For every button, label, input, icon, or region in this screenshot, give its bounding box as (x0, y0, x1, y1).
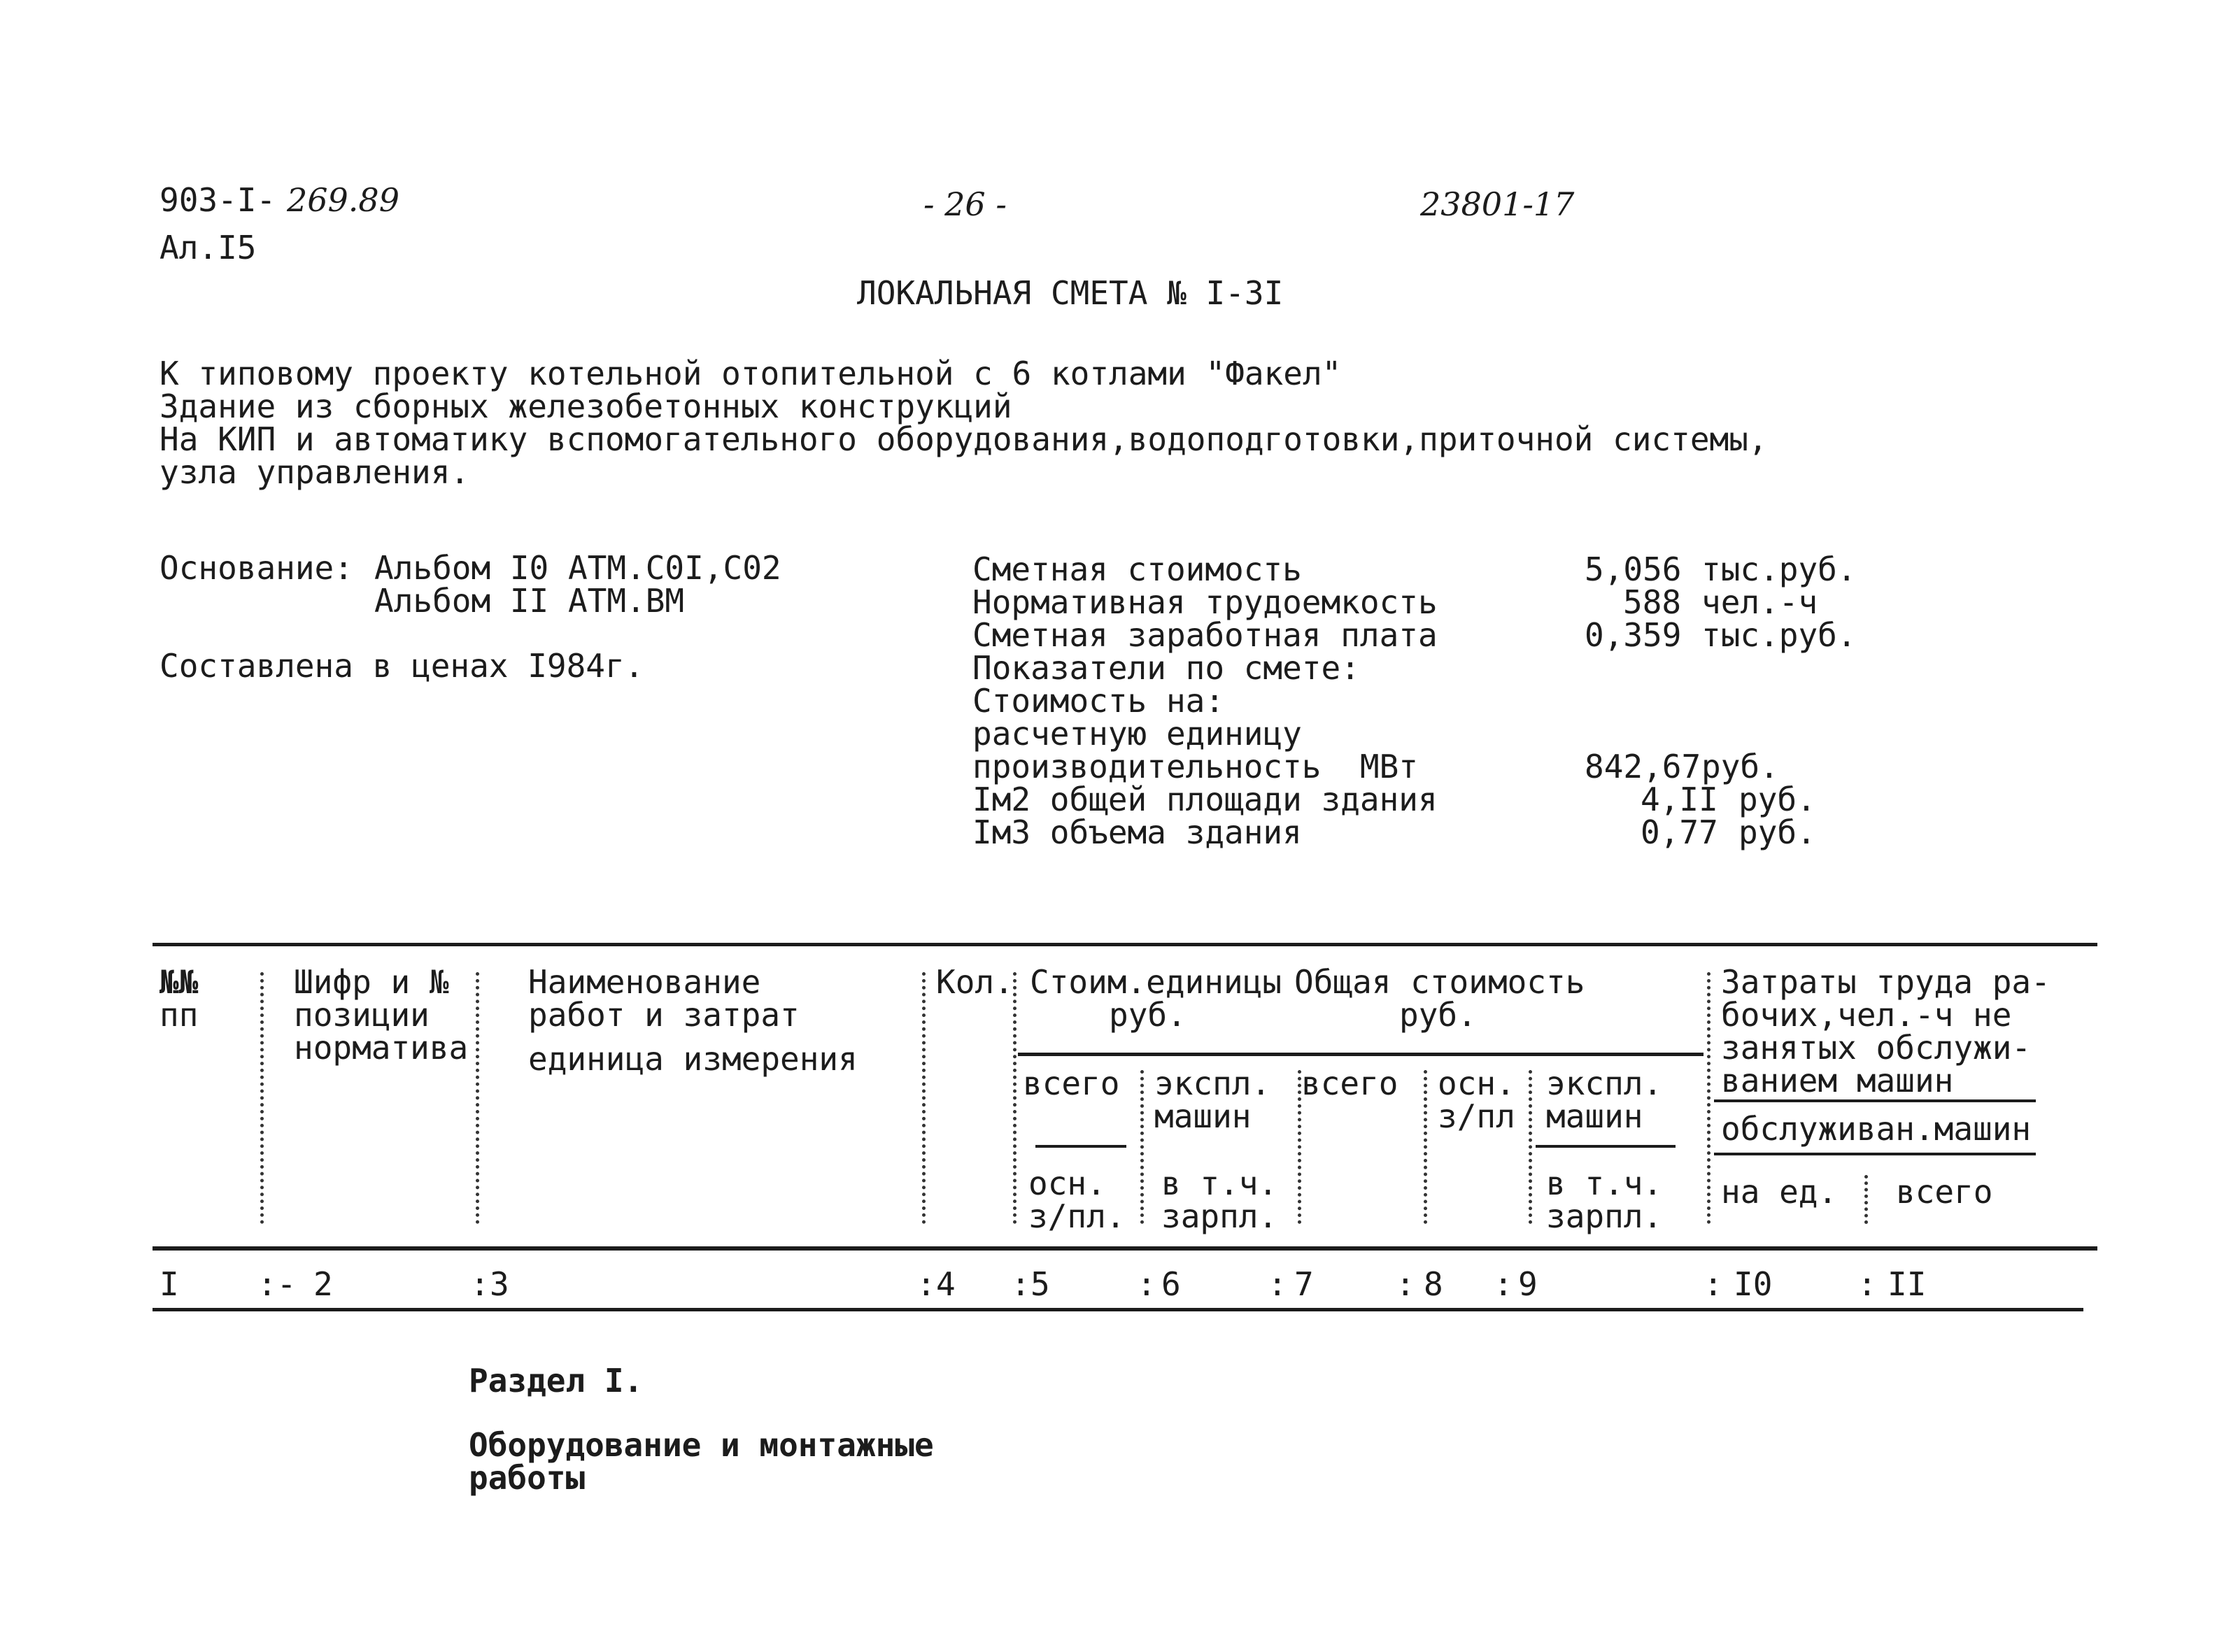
column-separator-mark: : (1704, 1265, 1723, 1303)
section-subtitle: работы (469, 1459, 586, 1497)
column-number: I (160, 1265, 179, 1303)
column-separator-mark: : (1268, 1265, 1287, 1303)
summary-value: 0,359 (1585, 616, 1682, 654)
summary-unit: тыс.руб. (1701, 616, 1857, 654)
column-separator-mark: : (1011, 1265, 1030, 1303)
summary-unit: руб. (1701, 748, 1779, 785)
prices-year: Составлена в ценах I984г. (160, 647, 644, 685)
summary-label: Нормативная трудоемкость (972, 583, 1438, 621)
summary-label: Iм3 объема здания (972, 813, 1302, 851)
col-separator (1707, 972, 1711, 1224)
section-subtitle: Оборудование и монтажные (469, 1426, 934, 1464)
column-separator-mark: : (1396, 1265, 1415, 1303)
col-separator (1140, 1070, 1144, 1224)
unit-cost-total: всего (1023, 1064, 1120, 1102)
page-title: ЛОКАЛЬНАЯ СМЕТА № I-3I (857, 274, 1284, 312)
total-cost-machine-wages: зарпл. (1546, 1197, 1663, 1235)
unit-cost-wages: осн. (1028, 1165, 1106, 1202)
table-header-bottom-rule (153, 1246, 2097, 1251)
basis-line: Альбом I0 АТМ.С0I,С02 (374, 549, 781, 587)
col-separator (1013, 972, 1017, 1224)
total-cost-wages: з/пл (1438, 1097, 1515, 1135)
total-cost-machines: машин (1546, 1097, 1643, 1135)
total-cost-rub: руб. (1399, 996, 1477, 1034)
col4-header: Кол. (936, 963, 1014, 1001)
column-number: 9 (1518, 1265, 1538, 1303)
unit-cost-machine-wages: в т.ч. (1161, 1165, 1278, 1202)
labor-title: Затраты труда ра- (1721, 963, 2051, 1001)
col1-header: №№ (160, 963, 199, 1001)
column-number: II (1888, 1265, 1927, 1303)
col-separator (260, 972, 264, 1224)
description-line: К типовому проекту котельной отопительной с 6 котлами "Факел" (160, 355, 1342, 392)
summary-value: 588 (1623, 583, 1682, 621)
summary-label: Стоимость на: (972, 682, 1225, 720)
column-separator-mark: : (1857, 1265, 1877, 1303)
series-handwritten: 269.89 (287, 181, 399, 219)
total-cost-machine-wages: в т.ч. (1546, 1165, 1663, 1202)
column-number: I0 (1734, 1265, 1773, 1303)
column-number: 6 (1161, 1265, 1181, 1303)
summary-unit: руб. (1738, 813, 1816, 851)
total-cost-total: всего (1301, 1064, 1398, 1102)
labor-title: бочих,чел.-ч не (1721, 996, 2012, 1034)
labor-title: занятых обслужи- (1721, 1029, 2032, 1067)
total-cost-machines-rule (1536, 1145, 1676, 1148)
summary-value: 842,67 (1585, 748, 1701, 785)
page-number: - 26 - (923, 185, 1007, 223)
album-label: Ал.I5 (160, 229, 257, 266)
total-cost-title: Общая стоимость (1294, 963, 1585, 1001)
section-title: Раздел I. (469, 1362, 644, 1400)
doc-number: 23801-17 (1420, 185, 1575, 223)
total-cost-wages: осн. (1438, 1064, 1515, 1102)
col1-header: пп (160, 996, 199, 1034)
total-cost-machines: экспл. (1546, 1064, 1663, 1102)
col-separator (476, 972, 479, 1224)
unit-cost-total-rule (1035, 1145, 1126, 1148)
col-separator (1864, 1175, 1868, 1224)
summary-unit: руб. (1738, 781, 1816, 818)
summary-value: 0,77 (1641, 813, 1718, 851)
unit-cost-machine-wages: зарпл. (1161, 1197, 1278, 1235)
description-line: На КИП и автоматику вспомогательного оборудования,водоподготовки,приточной системы, (160, 420, 1768, 458)
description-line: Здание из сборных железобетонных конструкций (160, 387, 1012, 425)
column-separator-mark: : (470, 1265, 490, 1303)
description-line: узла управления. (160, 453, 470, 491)
summary-value: 5,056 (1585, 550, 1682, 588)
basis-line: Альбом II АТМ.ВМ (374, 582, 685, 620)
col2-header: норматива (294, 1029, 469, 1067)
series-prefix: 903-I- (160, 181, 276, 219)
unit-cost-rub: руб. (1109, 996, 1187, 1034)
col2-header: Шифр и № (294, 963, 449, 1001)
cost-subheader-rule (1018, 1053, 1704, 1056)
unit-cost-machines: машин (1154, 1097, 1252, 1135)
table-top-rule (153, 943, 2097, 946)
labor-subheader-rule (1714, 1099, 2036, 1102)
summary-value: 4,II (1641, 781, 1718, 818)
col3-header: работ и затрат (528, 996, 800, 1034)
summary-label: расчетную единицу (972, 715, 1302, 753)
summary-label: Iм2 общей площади здания (972, 781, 1438, 818)
basis-label: Основание: (160, 549, 353, 587)
summary-label: Показатели по смете: (972, 649, 1360, 687)
col-separator (1424, 1070, 1427, 1224)
col-separator (922, 972, 926, 1224)
column-number: 5 (1030, 1265, 1050, 1303)
labor-machine-service: обслуживан.машин (1721, 1110, 2032, 1148)
column-separator-mark: :- (257, 1265, 297, 1303)
unit-cost-title: Стоим.единицы (1030, 963, 1282, 1001)
column-number: 3 (490, 1265, 509, 1303)
labor-title: ванием машин (1721, 1062, 1954, 1099)
labor-per-unit: на ед. (1721, 1173, 1838, 1211)
summary-unit: тыс.руб. (1701, 550, 1857, 588)
summary-unit: чел.-ч (1701, 583, 1818, 621)
column-separator-mark: : (1494, 1265, 1513, 1303)
col2-header: позиции (294, 996, 430, 1034)
summary-label: Сметная заработная плата (972, 616, 1438, 654)
labor-total: всего (1896, 1173, 1993, 1211)
column-number: 8 (1424, 1265, 1443, 1303)
column-separator-mark: : (1137, 1265, 1156, 1303)
col3-header: Наименование (528, 963, 761, 1001)
unit-cost-wages: з/пл. (1028, 1197, 1126, 1235)
labor-subheader-rule (1714, 1153, 2036, 1155)
column-number: 7 (1294, 1265, 1314, 1303)
column-numbers-bottom-rule (153, 1308, 2083, 1311)
summary-label: производительность МВт (972, 748, 1418, 785)
column-separator-mark: : (916, 1265, 936, 1303)
col-separator (1529, 1070, 1532, 1224)
column-number: 2 (313, 1265, 333, 1303)
column-number: 4 (936, 1265, 956, 1303)
unit-cost-machines: экспл. (1154, 1064, 1271, 1102)
summary-label: Сметная стоимость (972, 550, 1302, 588)
col3-header: единица измерения (528, 1040, 858, 1078)
